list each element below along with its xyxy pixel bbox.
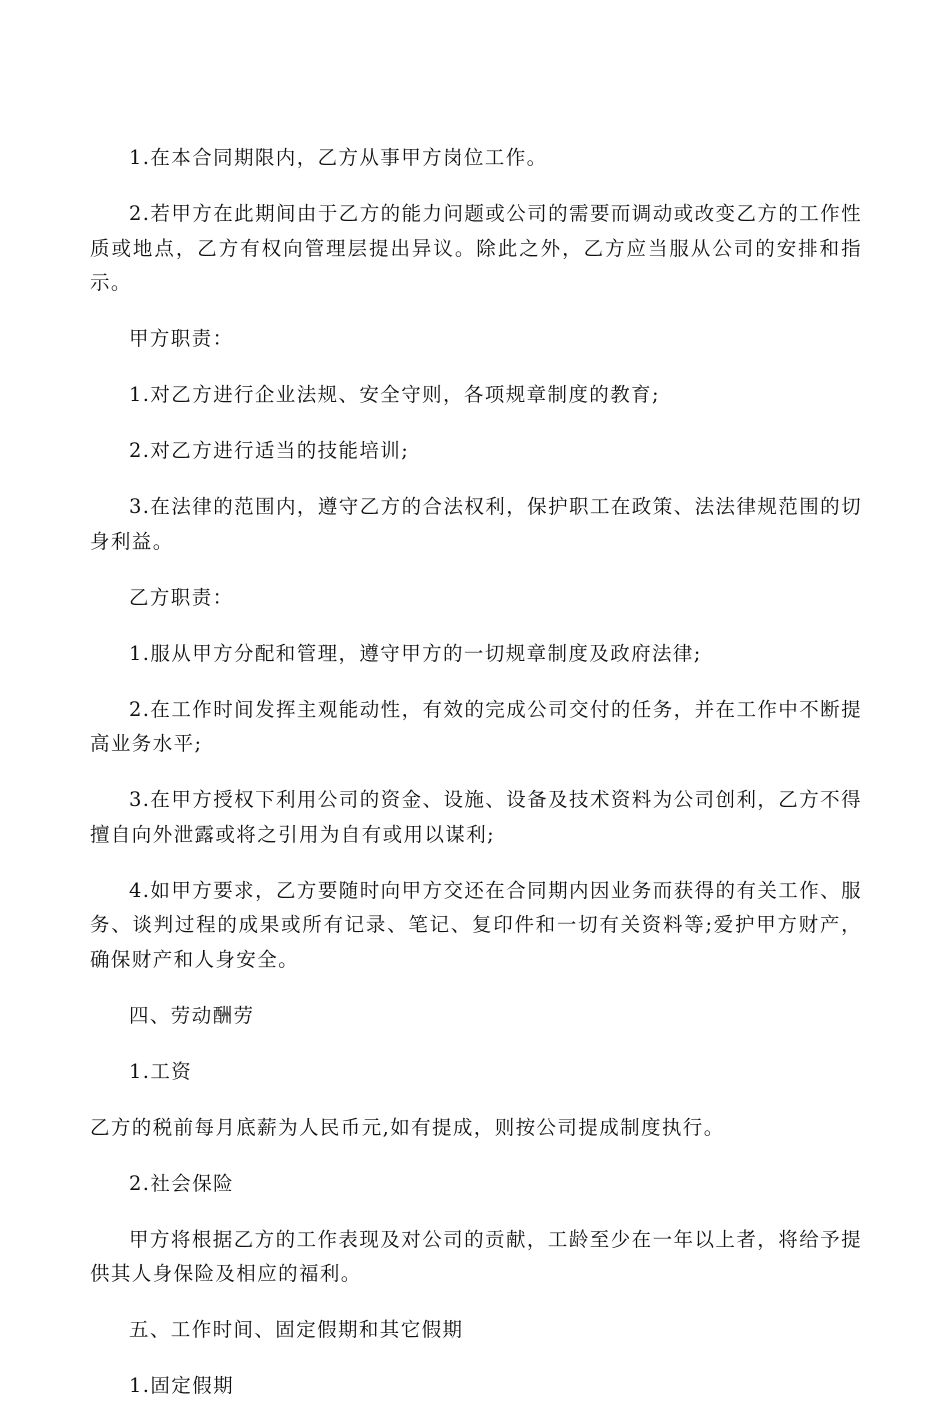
heading-social-insurance: 2.社会保险 bbox=[129, 1171, 235, 1195]
document-body bbox=[90, 141, 862, 1425]
heading-party-a-duties: 甲方职责： bbox=[129, 327, 234, 350]
heading-party-b-duties: 乙方职责： bbox=[129, 585, 234, 609]
paragraph-party-b-duty-1: 1.服从甲方分配和管理，遵守甲方的一切规章制度及政府法律; bbox=[129, 641, 702, 665]
heading-section-five: 五、工作时间、固定假期和其它假期 bbox=[129, 1318, 464, 1341]
heading-wages: 1.工资 bbox=[129, 1059, 193, 1083]
paragraph-wages: 乙方的税前每月底薪为人民币元,如有提成，则按公司提成制度执行。 bbox=[90, 1115, 725, 1139]
paragraph-party-b-duty-4: 4.如甲方要求，乙方要随时向甲方交还在合同期内因业务而获得的有关工作、服务、谈判过程的成果或所有记录、笔记、复印件和一切有关资料等;爱护甲方财产，确保财产和人身安全。 bbox=[90, 878, 862, 971]
paragraph-social-insurance: 甲方将根据乙方的工作表现及对公司的贡献，工龄至少在一年以上者，将给予提供其人身保险及相应的福利。 bbox=[90, 1227, 862, 1285]
paragraph-party-b-duty-2: 2.在工作时间发挥主观能动性，有效的完成公司交付的任务，并在工作中不断提高业务水平; bbox=[90, 697, 862, 755]
paragraph-party-a-duty-1: 1.对乙方进行企业法规、安全守则，各项规章制度的教育; bbox=[129, 383, 660, 406]
paragraph-party-b-duty-3: 3.在甲方授权下利用公司的资金、设施、设备及技术资料为公司创利，乙方不得擅自向外泄露或将之引用为自有或用以谋利; bbox=[90, 788, 862, 846]
paragraph-party-a-duty-2: 2.对乙方进行适当的技能培训; bbox=[129, 439, 410, 462]
paragraph-term-position: 1.在本合同期限内，乙方从事甲方岗位工作。 bbox=[129, 146, 548, 169]
paragraph-job-transfer: 2.若甲方在此期间由于乙方的能力问题或公司的需要而调动或改变乙方的工作性质或地点，乙方有权向管理层提出异议。除此之外，乙方应当服从公司的安排和指示。 bbox=[90, 202, 862, 294]
heading-fixed-holidays: 1.固定假期 bbox=[129, 1374, 235, 1397]
paragraph-party-a-duty-3: 3.在法律的范围内，遵守乙方的合法权利，保护职工在政策、法法律规范围的切身利益。 bbox=[90, 495, 862, 553]
heading-section-four: 四、劳动酬劳 bbox=[129, 1003, 255, 1027]
